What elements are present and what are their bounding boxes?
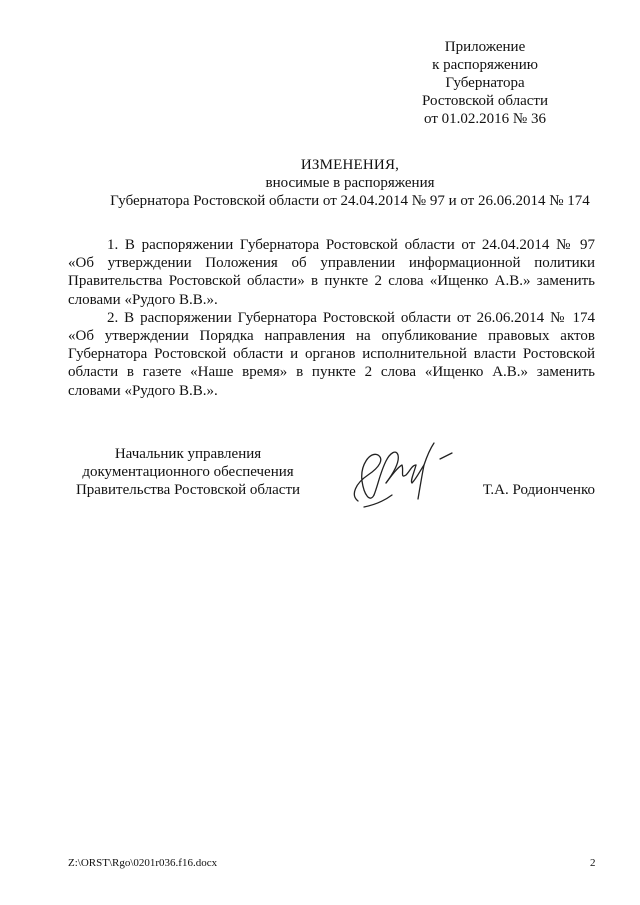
title-main: ИЗМЕНЕНИЯ,: [300, 157, 400, 173]
signature-block: [60, 445, 600, 525]
title-subtitle-2: Губернатора Ростовской области от 24.04.2014 № 97 и от 26.06.2014 № 174: [110, 193, 590, 209]
document-body: [68, 236, 595, 400]
handwritten-signature: [340, 435, 460, 515]
footer-file-path: Z:\ORST\Rgo\0201r036.f16.docx: [68, 857, 218, 869]
signatory-name: Т.А. Родионченко: [482, 482, 595, 498]
signatory-position-line-1: Начальник управления: [114, 446, 262, 462]
appendix-line-1: Приложение: [444, 39, 526, 55]
paragraph-1: 1. В распоряжении Губернатора Ростовской области от 24.04.2014 № 97 «Об утверждении Положения об управлении информационной политики Правительства Ростовской области» в пункте 2 слова «Ищенко А.В.» заменить словами «Рудого В.В.».: [68, 237, 595, 308]
signatory-position-line-3: Правительства Ростовской области: [75, 482, 301, 498]
appendix-line-3: Губернатора: [445, 75, 525, 91]
appendix-header: [395, 38, 575, 128]
page-number: 2: [590, 857, 596, 869]
document-title: [40, 156, 640, 210]
appendix-line-4: Ростовской области: [422, 93, 548, 109]
appendix-line-5: от 01.02.2016 № 36: [424, 111, 546, 127]
signatory-position: [68, 445, 308, 499]
appendix-line-2: к распоряжению: [432, 57, 538, 73]
signatory-position-line-2: документационного обеспечения: [82, 464, 294, 480]
title-subtitle-1: вносимые в распоряжения: [265, 175, 435, 191]
paragraph-2: 2. В распоряжении Губернатора Ростовской области от 26.06.2014 № 174 «Об утверждении Порядка направления на опубликование правовых актов Губернатора Ростовской области и органов исполнительной власти Ростовской области в газете «Наше время» в пункте 2 слова «Ищенко А.В.» заменить словами «Рудого В.В.».: [68, 309, 595, 399]
